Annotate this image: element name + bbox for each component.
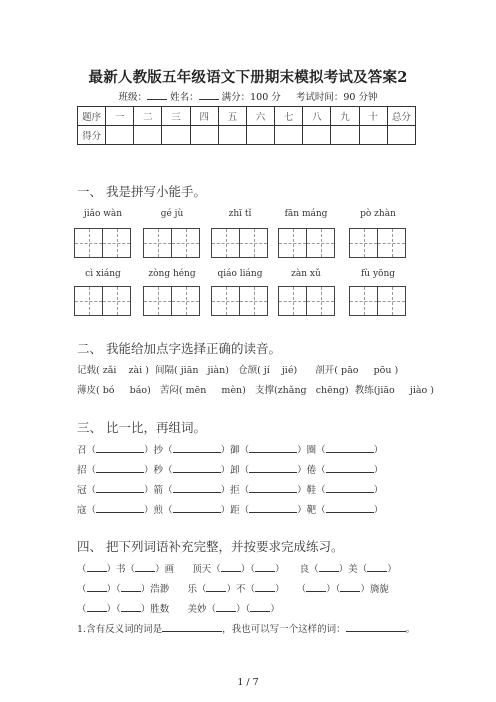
score-cell[interactable] (359, 126, 387, 145)
page-number: 1 / 7 (237, 677, 259, 688)
writing-grid[interactable] (349, 286, 406, 316)
writing-grid[interactable] (349, 228, 406, 258)
fill-blank[interactable] (255, 581, 275, 592)
char: 召 (77, 445, 87, 456)
class-label: 班级： (118, 92, 148, 103)
score-cell[interactable] (275, 126, 303, 145)
fill-blank[interactable] (367, 561, 387, 572)
fill-blank[interactable] (255, 561, 275, 572)
header-cell: 十 (359, 107, 387, 126)
word-part: 画 (164, 564, 175, 575)
score-cell[interactable] (106, 126, 134, 145)
answer-blank[interactable] (346, 621, 406, 632)
section-1-heading: 一、 我是拼写小能手。 (77, 184, 206, 199)
score-cell[interactable] (134, 126, 162, 145)
pinyin-label: jiǎo wàn (83, 209, 123, 219)
score-cell[interactable] (162, 126, 190, 145)
answer-blank[interactable] (326, 462, 374, 473)
writing-grid[interactable] (74, 228, 131, 258)
word-part: 美 (348, 564, 358, 575)
header-cell: 一 (106, 107, 134, 126)
word-part: 顶天 (192, 564, 212, 575)
char: 抄 (153, 445, 164, 456)
pinyin-label: zòng héng (148, 269, 196, 279)
char: 寇 (77, 505, 87, 516)
writing-grid[interactable] (143, 286, 200, 316)
score-cell[interactable] (387, 126, 415, 145)
answer-blank[interactable] (326, 502, 374, 513)
compare-row: 冠（ ）箭（ ）拒（ ）鞋（ ） (77, 482, 383, 496)
fill-row-2: （ ）（ ）浩渺 乐（ ）不（ ） （ ）（ ）旖旎 (77, 581, 389, 595)
word-part: 浩渺 (150, 584, 170, 595)
pinyin-label: fān máng (284, 209, 328, 219)
answer-blank[interactable] (173, 462, 221, 473)
word-part: 旖旎 (369, 584, 389, 595)
section-3-heading: 三、 比一比，再组词。 (77, 420, 206, 435)
char: 冠 (77, 485, 87, 496)
score-table-header (78, 107, 416, 126)
reading-line-1: 记载( zǎi zài ) 间隔( jiān jiàn) 仓颉( jí jié) 剖开( pāo pōu ) (77, 365, 399, 376)
word-part: 乐 (187, 584, 197, 595)
fill-blank[interactable] (221, 561, 241, 572)
answer-blank[interactable] (96, 482, 144, 493)
fill-blank[interactable] (135, 561, 155, 572)
char: 倦 (306, 465, 317, 476)
question-text: ，我也可以写一个这样的词： (222, 624, 346, 635)
answer-blank[interactable] (96, 442, 144, 453)
pinyin-label: zàn xǔ (291, 269, 321, 279)
char: 箭 (153, 485, 164, 496)
question-text: 。 (405, 624, 416, 635)
answer-blank[interactable] (173, 482, 221, 493)
char: 煎 (153, 505, 164, 516)
header-cell: 总分 (387, 107, 415, 126)
section-2-heading: 二、 我能给加点字选择正确的读音。 (77, 341, 281, 356)
fill-blank[interactable] (340, 581, 360, 592)
word-part: 不 (235, 584, 246, 595)
score-cell[interactable] (190, 126, 218, 145)
question-text: 1.含有反义词的词是 (77, 624, 163, 635)
char: 卸 (230, 465, 240, 476)
word-part: 良 (299, 564, 310, 575)
fill-blank[interactable] (121, 601, 141, 612)
header-cell: 六 (246, 107, 274, 126)
fill-blank[interactable] (319, 561, 339, 572)
exam-info (0, 89, 496, 103)
char: 圈 (306, 445, 317, 456)
writing-grid[interactable] (74, 286, 131, 316)
answer-blank[interactable] (249, 462, 297, 473)
pinyin-label: zhī tǐ (228, 209, 252, 219)
writing-grid[interactable] (211, 286, 268, 316)
char: 秒 (153, 465, 164, 476)
score-cell[interactable] (303, 126, 331, 145)
score-cell[interactable] (331, 126, 359, 145)
pinyin-label: pò zhàn (360, 209, 396, 219)
fill-blank[interactable] (87, 561, 107, 572)
fill-blank[interactable] (206, 581, 226, 592)
answer-blank[interactable] (249, 482, 297, 493)
char: 御 (230, 445, 240, 456)
page-title: 最新人教版五年级语文下册期末模拟考试及答案2 (88, 69, 408, 86)
fill-blank[interactable] (87, 601, 107, 612)
answer-blank[interactable] (249, 502, 297, 513)
score-table (77, 106, 416, 145)
row-label: 得分 (78, 126, 106, 145)
writing-grid[interactable] (143, 228, 200, 258)
answer-blank[interactable] (173, 442, 221, 453)
answer-blank[interactable] (96, 502, 144, 513)
word-part: 胜数 (150, 604, 170, 615)
header-cell: 四 (190, 107, 218, 126)
fill-row-3: （ ）（ ）胜数 美妙（ ）（ ） (77, 601, 280, 615)
name-blank[interactable] (199, 89, 219, 100)
compare-row: 召（ ）抄（ ）御（ ）圈（ ） (77, 442, 383, 456)
answer-blank[interactable] (173, 502, 221, 513)
fill-blank[interactable] (250, 601, 270, 612)
writing-grid[interactable] (278, 286, 335, 316)
word-part: 书 (116, 564, 126, 575)
header-cell: 三 (162, 107, 190, 126)
char: 距 (230, 505, 240, 516)
char: 鞋 (306, 485, 317, 496)
header-cell: 八 (303, 107, 331, 126)
fill-row-1: （ ）书（ ）画 顶天（ ）（ ） 良（ ）美（ ） (77, 561, 397, 575)
fill-blank[interactable] (216, 601, 236, 612)
question-1 (77, 621, 415, 635)
pinyin-label: fù yōng (360, 269, 396, 279)
header-cell: 七 (275, 107, 303, 126)
name-label: 姓名： (170, 92, 199, 103)
answer-blank[interactable] (162, 621, 222, 632)
class-blank[interactable] (147, 89, 167, 100)
header-cell: 九 (331, 107, 359, 126)
header-cell: 五 (218, 107, 246, 126)
word-part: 美妙 (187, 604, 207, 615)
pinyin-label: gé jù (160, 209, 184, 219)
answer-blank[interactable] (326, 442, 374, 453)
char: 拒 (230, 485, 240, 496)
writing-grid[interactable] (278, 228, 335, 258)
compare-row: 招（ ）秒（ ）卸（ ）倦（ ） (77, 462, 383, 476)
score-cell[interactable] (218, 126, 246, 145)
header-cell: 题序 (78, 107, 106, 126)
char: 招 (77, 465, 87, 476)
pinyin-label: cì xiáng (85, 269, 121, 279)
compare-row: 寇（ ）煎（ ）距（ ）靶（ ） (77, 502, 383, 516)
score-table-row (78, 126, 416, 145)
answer-blank[interactable] (96, 462, 144, 473)
exam-time: 考试时间：90 分钟 (295, 92, 378, 103)
section-4-heading: 四、 把下列词语补充完整，并按要求完成练习。 (77, 539, 344, 554)
header-cell: 二 (134, 107, 162, 126)
score-cell[interactable] (246, 126, 274, 145)
fill-blank[interactable] (306, 581, 326, 592)
pinyin-label: qiáo liáng (217, 269, 263, 279)
full-score: 满分：100 分 (221, 92, 281, 103)
reading-line-2: 薄皮( bó báo) 苦闷( mēn mèn) 支撑(zhǎng chēng) 教练(jiāo jiào ) (77, 385, 434, 396)
fill-blank[interactable] (87, 581, 107, 592)
char: 靶 (306, 505, 317, 516)
answer-blank[interactable] (249, 442, 297, 453)
fill-blank[interactable] (121, 581, 141, 592)
writing-grid[interactable] (211, 228, 268, 258)
answer-blank[interactable] (326, 482, 374, 493)
